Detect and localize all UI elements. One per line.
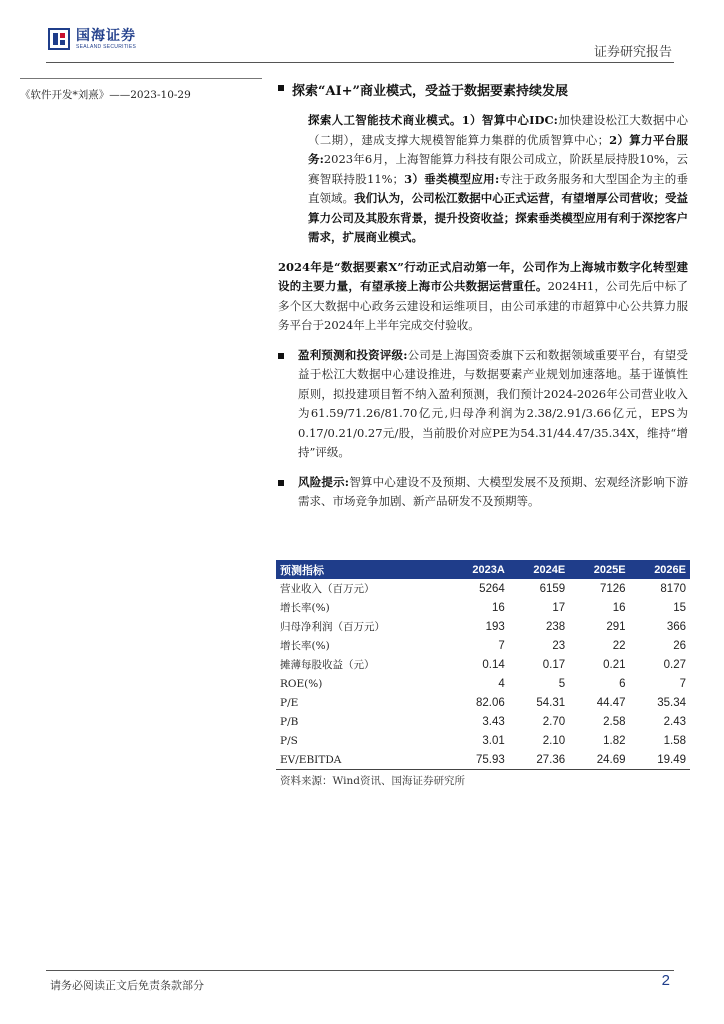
table-cell: 7 [679, 677, 686, 690]
table-cell: 0.27 [663, 658, 686, 671]
table-cell: 6159 [539, 582, 566, 595]
logo-name-en: SEALAND SECURITIES [76, 43, 137, 50]
table-cell: 5 [558, 677, 566, 690]
table-cell: 1.58 [663, 734, 686, 747]
table-cell: 75.93 [447, 750, 508, 770]
ai-business-paragraph [308, 111, 688, 248]
table-cell: 7 [498, 639, 505, 652]
row-label: 摊薄每股收益（元） [280, 659, 375, 671]
row-label: 增长率(%) [280, 640, 330, 652]
header-divider [46, 62, 674, 63]
table-row [276, 598, 690, 617]
table-header-row [276, 560, 690, 579]
para2-text: 2024H1，公司先后中标了多个区大数据中心政务云建设和运维项目，由公司承建的市超算中心公共算力服务平台于2024年上半年完成交付验收。 [278, 279, 688, 332]
column-header: 2026E [630, 560, 690, 579]
table-cell: 5264 [479, 582, 505, 595]
table-cell: 44.47 [596, 696, 626, 709]
table-cell: 27.36 [509, 750, 569, 770]
logo-name-cn: 国海证券 [76, 27, 136, 44]
para1-idc-text: 加快建设松江大数据中心（二期），建成支撑大规模智能算力集群的优质智算中心； [308, 113, 689, 147]
table-row [276, 636, 690, 655]
table-cell: 238 [545, 620, 566, 633]
table-row [276, 731, 690, 750]
table-row [276, 712, 690, 731]
table-cell: 366 [666, 620, 686, 633]
table-cell: 7126 [599, 582, 626, 595]
table-cell: 8170 [660, 582, 686, 595]
table-cell: 2.58 [603, 715, 626, 728]
bullet-square-icon [278, 85, 284, 91]
row-label: 营业收入（百万元） [280, 583, 375, 595]
para1-platform-label: 2）算力平台服务: [308, 132, 688, 166]
table-cell: 193 [485, 620, 505, 633]
table-cell: 35.34 [657, 696, 686, 709]
column-header: 预测指标 [276, 560, 447, 579]
para1-lead: 探索人工智能技术商业模式。1）智算中心IDC: [308, 113, 558, 127]
para1-vertical-text: 专注于政务服务和大型国企为主的垂直领域。 [308, 171, 689, 205]
table-row [276, 579, 690, 598]
table-cell: 82.06 [475, 696, 505, 709]
left-sidebar [20, 78, 262, 102]
risk-bullet [278, 473, 688, 512]
document-type: 证券研究报告 [593, 45, 672, 60]
section-title: 探索“AI+”商业模式，受益于数据要素持续发展 [292, 84, 569, 99]
column-header: 2023A [447, 560, 508, 579]
column-header: 2024E [509, 560, 569, 579]
forecast-text: 公司是上海国资委旗下云和数据领域重要平台，有望受益于松江大数据中心建设推进，与数据要素产业规划加速落地。基于谨慎性原则，拟投建项目暂不纳入盈利预测，我们预计2024-2026年公司营业收入为61.59/71.26/81.70亿元,归母净利润为2.38/2.91/3.66亿元，EPS为0.17/0.21/0.27元/股，当前股价对应PE为54.31/44.47/35.34X，维持“增持”评级。 [298, 347, 688, 459]
sidebar-divider [20, 78, 262, 79]
table-cell: 16 [612, 601, 626, 614]
table-cell: 54.31 [536, 696, 566, 709]
table-cell: 22 [612, 639, 626, 652]
row-label: ROE(%) [280, 677, 323, 690]
table-cell: 2.70 [542, 715, 566, 728]
para1-conclusion: 我们认为，公司松江数据中心正式运营，有望增厚公司营收；受益算力公司及其股东背景，提升投资收益；探索垂类模型应用有利于深挖客户需求，扩展商业模式。 [308, 191, 688, 244]
table-cell: 3.01 [482, 734, 505, 747]
page-number: 2 [661, 972, 670, 989]
table-row [276, 617, 690, 636]
row-label: EV/EBITDA [276, 750, 447, 770]
table-cell: 24.69 [569, 750, 629, 770]
section-heading [278, 80, 688, 99]
table-row [276, 750, 690, 770]
footer-divider [46, 970, 674, 971]
column-header: 2025E [569, 560, 629, 579]
bullet-square-icon [278, 480, 284, 486]
table-cell: 0.14 [482, 658, 505, 671]
row-label: 增长率(%) [280, 602, 330, 614]
forecast-table [276, 560, 690, 770]
row-label: P/S [280, 734, 298, 747]
row-label: 归母净利润（百万元） [280, 621, 385, 633]
table-cell: 1.82 [603, 734, 626, 747]
company-logo [48, 28, 136, 50]
table-row [276, 655, 690, 674]
table-row [276, 674, 690, 693]
table-cell: 2.43 [663, 715, 686, 728]
table-cell: 0.21 [603, 658, 626, 671]
main-content [278, 80, 688, 512]
risk-label: 风险提示: [298, 474, 350, 489]
row-label: P/B [280, 715, 299, 728]
table-cell: 23 [552, 639, 566, 652]
table-cell: 291 [606, 620, 626, 633]
related-report-link[interactable]: 《软件开发*刘熹》——2023-10-29 [20, 89, 191, 101]
table-cell: 17 [552, 601, 566, 614]
footer-disclaimer: 请务必阅读正文后免责条款部分 [50, 979, 204, 992]
table-cell: 15 [673, 601, 686, 614]
data-element-paragraph [278, 258, 688, 336]
table-cell: 0.17 [542, 658, 566, 671]
bullet-square-icon [278, 353, 284, 359]
table-row [276, 693, 690, 712]
para1-vertical-label: 3）垂类模型应用: [404, 171, 500, 186]
table-cell: 16 [491, 601, 505, 614]
para2-lead: 2024年是“数据要素X”行动正式启动第一年，公司作为上海城市数字化转型建设的主要力量，有望承接上海市公共数据运营重任。 [278, 259, 688, 293]
para1-platform-text: 2023年6月，上海智能算力科技有限公司成立，阶跃星辰持股10%，云赛智联持股11%； [308, 152, 689, 186]
forecast-bullet [278, 346, 688, 463]
table-cell: 3.43 [482, 715, 505, 728]
sealand-logo-icon [48, 28, 70, 50]
forecast-label: 盈利预测和投资评级: [298, 347, 408, 362]
table-cell: 2.10 [542, 734, 566, 747]
table-cell: 6 [619, 677, 626, 690]
table-source-note: 资料来源：Wind资讯、国海证券研究所 [280, 775, 465, 787]
row-label: P/E [280, 696, 299, 709]
table-cell: 4 [498, 677, 505, 690]
table-cell: 26 [673, 639, 686, 652]
table-cell: 19.49 [630, 750, 690, 770]
risk-text: 智算中心建设不及预期、大模型发展不及预期、宏观经济影响下游需求、市场竞争加剧、新产品研发不及预期等。 [298, 474, 689, 508]
